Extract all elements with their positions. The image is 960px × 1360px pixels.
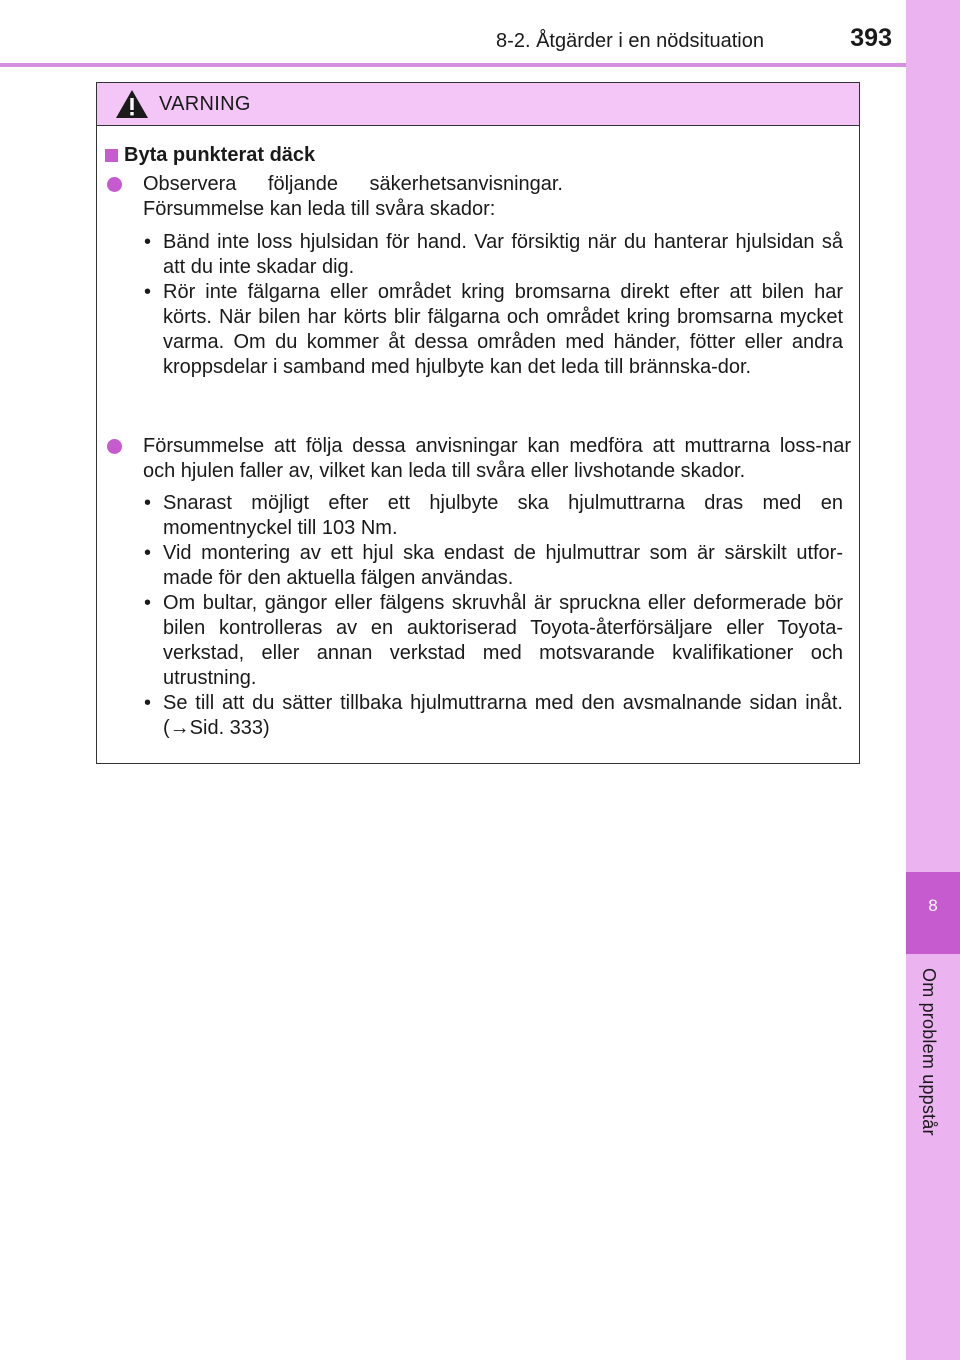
circle-item-2: [107, 434, 851, 484]
bullet-text-2-4: Se till att du sätter tillbaka hjulmuttrarna med den avsmalnande sidan inåt. (→Sid. 333): [163, 692, 843, 739]
page-header: [0, 0, 906, 64]
circle-bullet-icon: [107, 439, 122, 454]
warning-box: [96, 82, 860, 764]
bullet-item: • Snarast möjligt efter ett hjulbyte ska hjulmuttrarna dras med en momentnyckel till 103 Nm.: [144, 492, 843, 539]
bullet-text-1-2: Rör inte fälgarna eller området kring bromsarna direkt efter att bilen har körts. När bilen har körts blir fälgarna och området kring bromsarna mycket varma. Om du kommer åt dessa områden med händer, fötter eller andra kroppsdelar i samband med hjulbyte kan det leda till brännska-dor.: [163, 281, 843, 378]
bullet-text-1-1: Bänd inte loss hjulsidan för hand. Var försiktig när du hanterar hjulsidan så att du inte skadar dig.: [163, 231, 843, 278]
bullet-item: • Vid montering av ett hjul ska endast de hjulmuttrar som är särskilt utfor-made för den aktuella fälgen användas.: [144, 542, 843, 589]
bullet-text-2-1: Snarast möjligt efter ett hjulbyte ska hjulmuttrarna dras med en momentnyckel till 103 Nm.: [163, 492, 843, 539]
header-rule: [0, 63, 906, 67]
chapter-side-tab: [906, 0, 960, 1360]
circle-bullet-icon: [107, 177, 122, 192]
bullet-item: • Om bultar, gängor eller fälgens skruvhål är spruckna eller deformerade bör bilen kontrolleras av en auktoriserad Toyota-återförsäljare eller Toyota-verkstad, eller annan verkstad med motsvarande kvalifikationer och utrustning.: [144, 592, 843, 689]
circle-item-2-text: Försummelse att följa dessa anvisningar kan medföra att muttrarna loss-nar och hjulen faller av, vilket kan leda till svåra eller livshotande skador.: [143, 435, 851, 482]
warning-triangle-icon: [115, 89, 149, 119]
bullet-text-2-2: Vid montering av ett hjul ska endast de hjulmuttrar som är särskilt utfor-made för den aktuella fälgen användas.: [163, 542, 843, 589]
chapter-label: Om problem uppstår: [919, 968, 939, 1136]
warning-heading-text: Byta punkterat däck: [124, 144, 316, 166]
warning-header: [97, 83, 859, 126]
bullet-item: • Se till att du sätter tillbaka hjulmuttrarna med den avsmalnande sidan inåt. (→Sid. 333): [144, 692, 843, 739]
warning-heading: [105, 143, 315, 168]
square-bullet-icon: [105, 149, 118, 162]
circle-item-1-text: Observera följande säkerhetsanvisningar. Försummelse kan leda till svåra skador:: [143, 173, 563, 220]
warning-label: VARNING: [159, 92, 251, 115]
bullet-item: • Rör inte fälgarna eller området kring bromsarna direkt efter att bilen har körts. När bilen har körts blir fälgarna och området kring bromsarna mycket varma. Om du kommer åt dessa områden med händer, fötter eller andra kroppsdelar i samband med hjulbyte kan det leda till brännska-dor.: [144, 281, 843, 378]
circle-item-1: [107, 172, 851, 222]
section-title: 8-2. Åtgärder i en nödsituation: [496, 30, 764, 52]
page-number: 393: [850, 24, 892, 52]
bullet-text-2-3: Om bultar, gängor eller fälgens skruvhål är spruckna eller deformerade bör bilen kontrolleras av en auktoriserad Toyota-återförsäljare eller Toyota-verkstad, eller annan verkstad med motsvarande kvalifikationer och utrustning.: [163, 592, 843, 689]
bullet-item: • Bänd inte loss hjulsidan för hand. Var försiktig när du hanterar hjulsidan så att du inte skadar dig.: [144, 231, 843, 278]
chapter-number: 8: [928, 896, 938, 915]
